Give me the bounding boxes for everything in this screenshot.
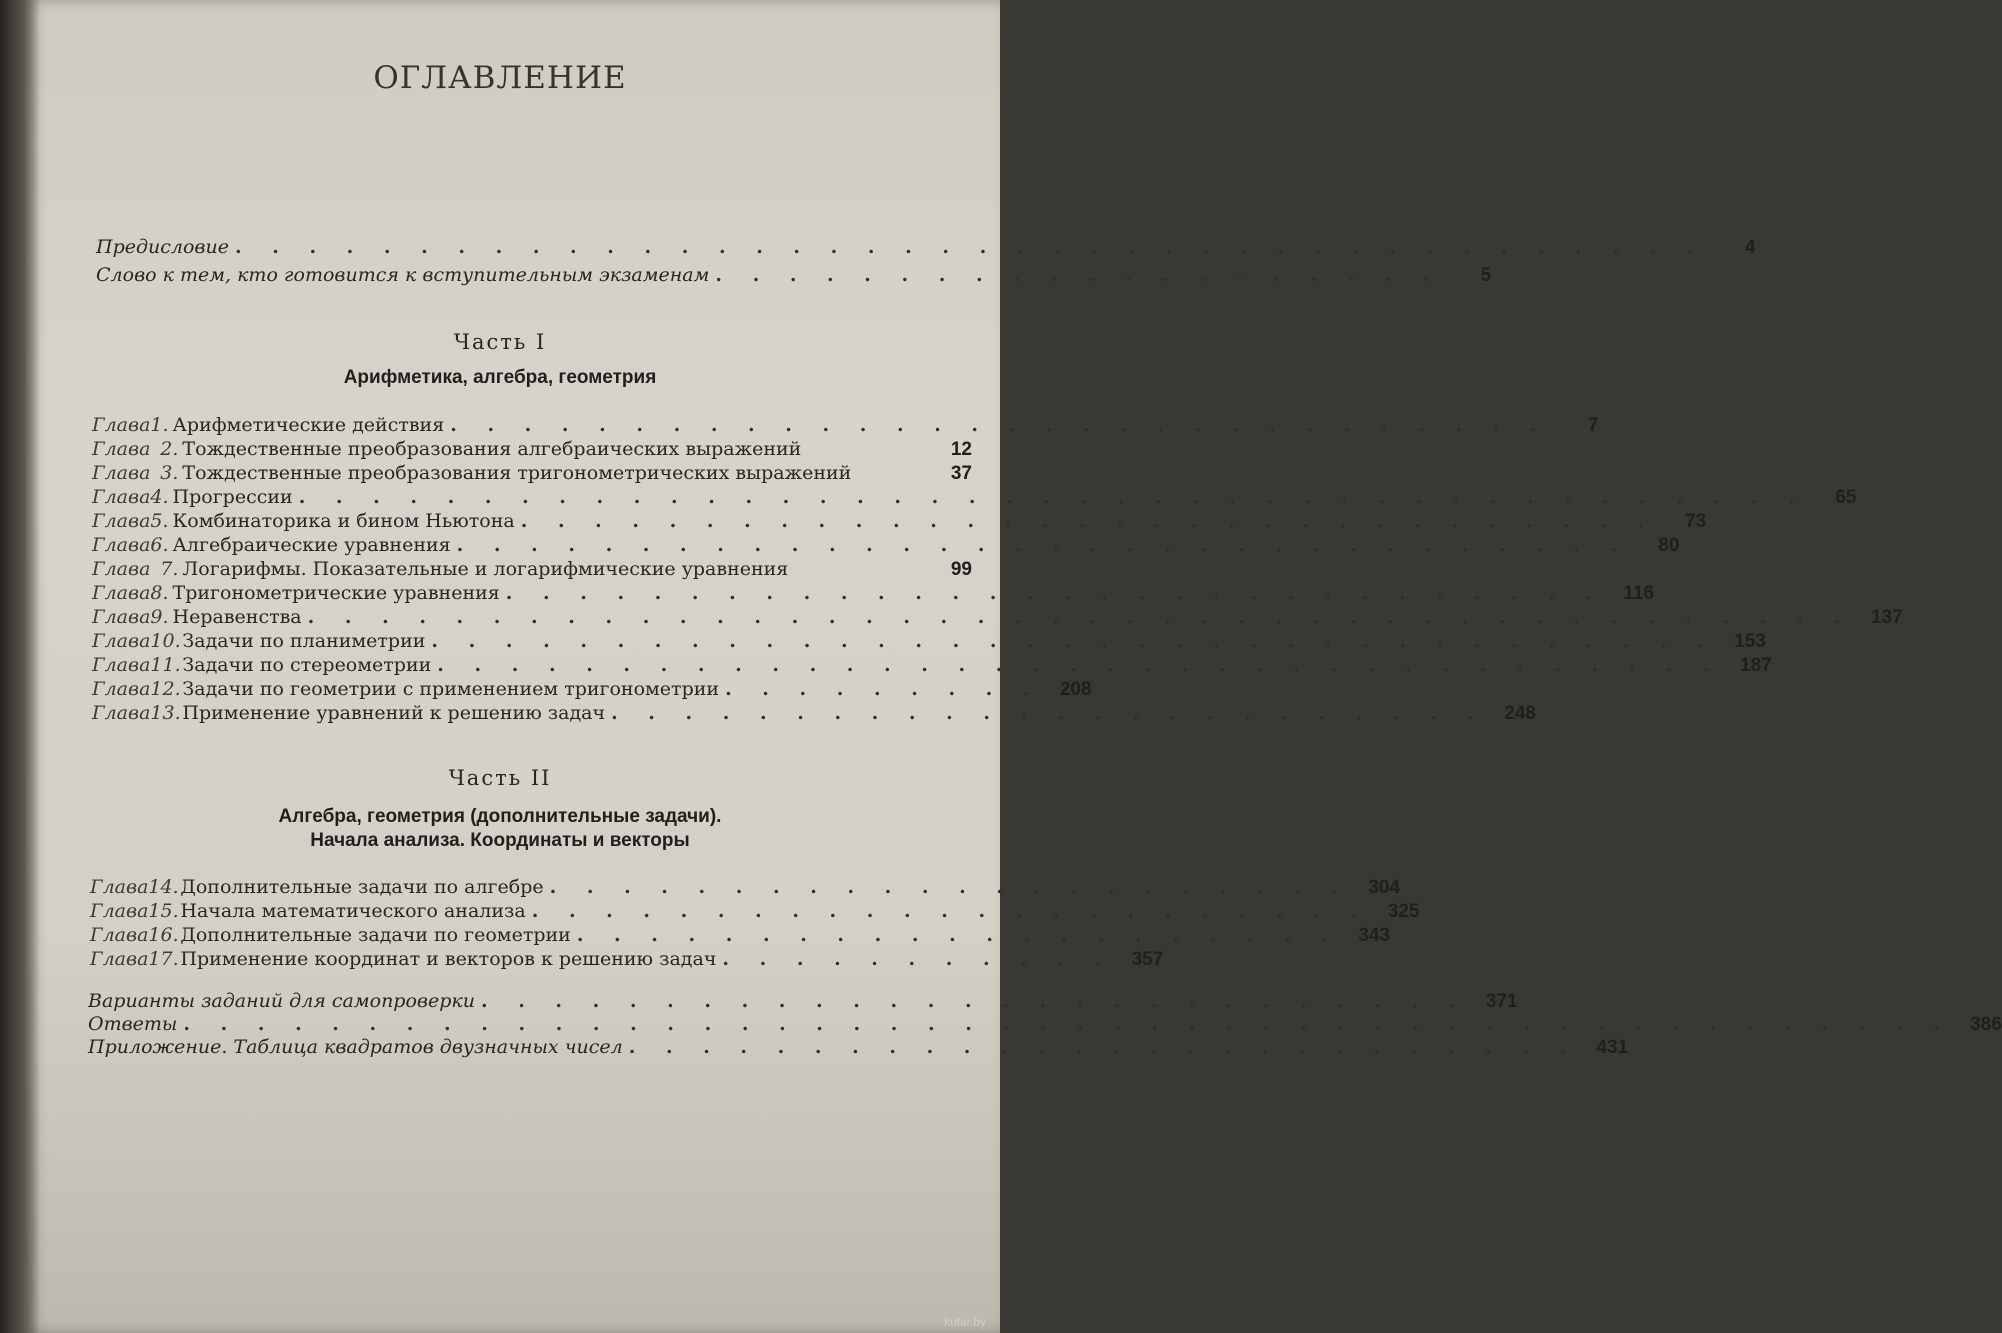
leader-dots: . . . . . . . . . . . . . . . . . . . . . . .	[531, 900, 1370, 922]
toc-chapter-row	[90, 900, 1420, 922]
chapter-page: 325	[1387, 901, 1420, 922]
chapter-page: 73	[1685, 511, 1707, 532]
chapter-title: Тождественные преобразования тригонометрических выражений	[182, 462, 852, 484]
chapter-word: Глава	[92, 678, 151, 700]
chapter-word: Глава	[92, 510, 151, 532]
leader-dots: . . . . . . . . . . . . . . . . . . . . . . . . . . . . . .	[505, 582, 1605, 604]
leader-dots: . . . . . . . . . . . . . . . . . . . .	[715, 264, 1442, 286]
leader-dots: . . . . . . . . . . . . . . . . . . . . . . . . . . . . . .	[450, 414, 1549, 436]
chapter-number: 16.	[148, 924, 179, 946]
watermark: kufar.by	[943, 1315, 986, 1329]
leader-dots: . . . . . . . . . . . . . . . . . . . . .	[576, 924, 1341, 946]
chapter-number: 11.	[150, 654, 181, 676]
chapter-title: Применение уравнений к решению задач	[182, 702, 606, 724]
chapter-number: 12.	[150, 678, 181, 700]
chapter-page: 187	[1740, 655, 1772, 676]
toc-chapter-row	[92, 654, 1772, 676]
chapter-word: Глава	[92, 582, 151, 604]
toc-chapter-row	[92, 510, 1707, 532]
part2-heading-line2: Начала анализа. Координаты и векторы	[310, 830, 690, 851]
chapter-page: 343	[1358, 925, 1391, 946]
chapter-number: 2.	[160, 438, 179, 460]
chapter-title: Задачи по планиметрии	[182, 630, 426, 652]
chapter-word: Глава	[92, 534, 151, 556]
toc-entry-appendix	[88, 1036, 1629, 1058]
toc-entry-self-check	[88, 990, 1518, 1012]
chapter-page: 7	[1587, 415, 1599, 436]
entry-page: 371	[1485, 991, 1518, 1012]
chapter-title: Логарифмы. Показательные и логарифмические уравнения	[182, 558, 789, 580]
chapter-word: Глава	[92, 630, 151, 652]
toc-chapter-row	[90, 948, 1164, 970]
chapter-word: Глава	[92, 486, 151, 508]
leader-dots: . . . . . . . . . . . . . . . . . . . . . . . . . . . . . . . . . . . . . . . .	[234, 236, 1706, 258]
toc-chapter-row	[92, 486, 1857, 508]
leader-dots: . . . . . . . . . . . . . . . . . . . . . .	[549, 876, 1351, 898]
chapter-page: 357	[1131, 949, 1164, 970]
leader-dots: . . . . . . . . . . . . . . . . . . . . . . . . . . . . . . . . . . .	[431, 630, 1716, 652]
chapter-title: Арифметические действия	[172, 414, 445, 436]
toc-chapter-row	[90, 876, 1401, 898]
chapter-title: Комбинаторика и бином Ньютона	[172, 510, 515, 532]
chapter-page: 153	[1734, 631, 1766, 652]
chapter-page: 80	[1658, 535, 1680, 556]
leader-dots: . . . . . . . . . . . . . . . . . . . . . . . . . . .	[480, 990, 1468, 1012]
entry-title: Приложение. Таблица квадратов двузначных чисел	[88, 1036, 623, 1058]
chapter-page: 304	[1368, 877, 1401, 898]
chapter-number: 4.	[150, 486, 169, 508]
leader-dots: . . . . . . . . . . . . . . . . . . . . . . . . . . . . . . . .	[456, 534, 1630, 556]
part1-label: Часть I	[453, 330, 547, 354]
chapter-title: Задачи по геометрии с применением тригонометрии	[182, 678, 720, 700]
entry-title: Предисловие	[96, 236, 229, 258]
chapter-title: Дополнительные задачи по геометрии	[180, 924, 571, 946]
chapter-title: Применение координат и векторов к решению задач	[180, 948, 717, 970]
leader-dots: . . . . . . . . .	[725, 678, 1042, 700]
entry-title: Слово к тем, кто готовится к вступительным экзаменам	[96, 264, 710, 286]
toc-chapter-row	[92, 702, 1536, 724]
entry-page: 5	[1480, 265, 1492, 286]
toc-entry-preface	[96, 236, 1756, 258]
entry-page: 4	[1744, 237, 1756, 258]
chapter-number: 14.	[148, 876, 179, 898]
chapter-word: Глава	[92, 702, 151, 724]
chapter-title: Задачи по стереометрии	[182, 654, 432, 676]
chapter-word: Глава	[90, 948, 149, 970]
toc-chapter-row	[92, 534, 1680, 556]
entry-title: Ответы	[88, 1013, 178, 1035]
chapter-word: Глава	[90, 924, 149, 946]
toc-entry-answers	[88, 1013, 2002, 1035]
chapter-number: 6.	[150, 534, 169, 556]
toc-chapter-row	[92, 414, 1599, 436]
entry-page: 386	[1970, 1014, 2002, 1035]
chapter-title: Тригонометрические уравнения	[172, 582, 500, 604]
chapter-number: 7.	[160, 558, 179, 580]
toc-chapter-row	[92, 438, 972, 460]
leader-dots: . . . . . . . . . . . . . . . . . . . . . . . . . . . . . . .	[520, 510, 1657, 532]
toc-chapter-row	[92, 630, 1766, 652]
leader-dots: . . . . . . . . . . . . . . . . . . . . . . . . . . . . . . . . . . . . . . . . . .	[307, 606, 1853, 628]
chapter-title: Прогрессии	[172, 486, 293, 508]
chapter-page: 137	[1870, 607, 1903, 628]
chapter-page: 12	[950, 439, 972, 460]
chapter-title: Дополнительные задачи по алгебре	[180, 876, 544, 898]
chapter-title: Начала математического анализа	[180, 900, 526, 922]
chapter-page: 37	[950, 463, 972, 484]
page-shadow	[26, 0, 40, 1333]
chapter-word: Глава	[92, 654, 151, 676]
chapter-title: Неравенства	[172, 606, 302, 628]
toc-chapter-row	[92, 558, 972, 580]
chapter-number: 17.	[148, 948, 179, 970]
chapter-word: Глава	[92, 438, 151, 460]
chapter-number: 5.	[150, 510, 169, 532]
toc-chapter-row	[92, 582, 1655, 604]
chapter-number: 15.	[148, 900, 179, 922]
part2-heading-line1: Алгебра, геометрия (дополнительные задачи).	[278, 806, 722, 827]
chapter-page: 116	[1623, 583, 1655, 604]
entry-page: 431	[1596, 1037, 1629, 1058]
leader-dots: . . . . . . . . . . . . . . . . . . . . . . . . . . . . . . . . . . .	[437, 654, 1722, 676]
leader-dots: . . . . . . . . . . . . . . . . . . . . . . . . . .	[628, 1036, 1579, 1058]
chapter-word: Глава	[90, 900, 149, 922]
toc-chapter-row	[92, 678, 1092, 700]
leader-dots: . . . . . . . . . . . . . . . . . . . . . . . . . . . . . . . . . . . . . . . . .	[298, 486, 1807, 508]
chapter-number: 1.	[150, 414, 169, 436]
toc-chapter-row	[92, 462, 972, 484]
chapter-title: Тождественные преобразования алгебраических выражений	[182, 438, 802, 460]
part2-label: Часть II	[448, 766, 552, 790]
chapter-word: Глава	[92, 414, 151, 436]
leader-dots: . . . . . . . . . . . . . . . . . . . . . . . .	[611, 702, 1486, 724]
chapter-number: 9.	[150, 606, 169, 628]
leader-dots: . . . . . . . . . . . . . . . . . . . . . . . . . . . . . . . . . . . . . . . . . . . . . . . .	[183, 1013, 1952, 1035]
chapter-number: 8.	[150, 582, 169, 604]
chapter-page: 208	[1059, 679, 1092, 700]
chapter-page: 248	[1504, 703, 1536, 724]
chapter-page: 99	[950, 559, 972, 580]
chapter-number: 3.	[160, 462, 179, 484]
chapter-title: Алгебраические уравнения	[172, 534, 451, 556]
leader-dots: . . . . . . . . . . .	[722, 948, 1114, 970]
chapter-word: Глава	[92, 462, 151, 484]
part1-heading: Арифметика, алгебра, геометрия	[343, 367, 657, 388]
chapter-number: 13.	[150, 702, 181, 724]
chapter-number: 10.	[150, 630, 181, 652]
entry-title: Варианты заданий для самопроверки	[88, 990, 475, 1012]
chapter-word: Глава	[92, 558, 151, 580]
toc-chapter-row	[90, 924, 1391, 946]
chapter-word: Глава	[92, 606, 151, 628]
toc-chapter-row	[92, 606, 1903, 628]
toc-title: ОГЛАВЛЕНИЕ	[373, 60, 627, 96]
chapter-word: Глава	[90, 876, 149, 898]
toc-entry-foreword	[96, 264, 1492, 286]
chapter-page: 65	[1835, 487, 1857, 508]
